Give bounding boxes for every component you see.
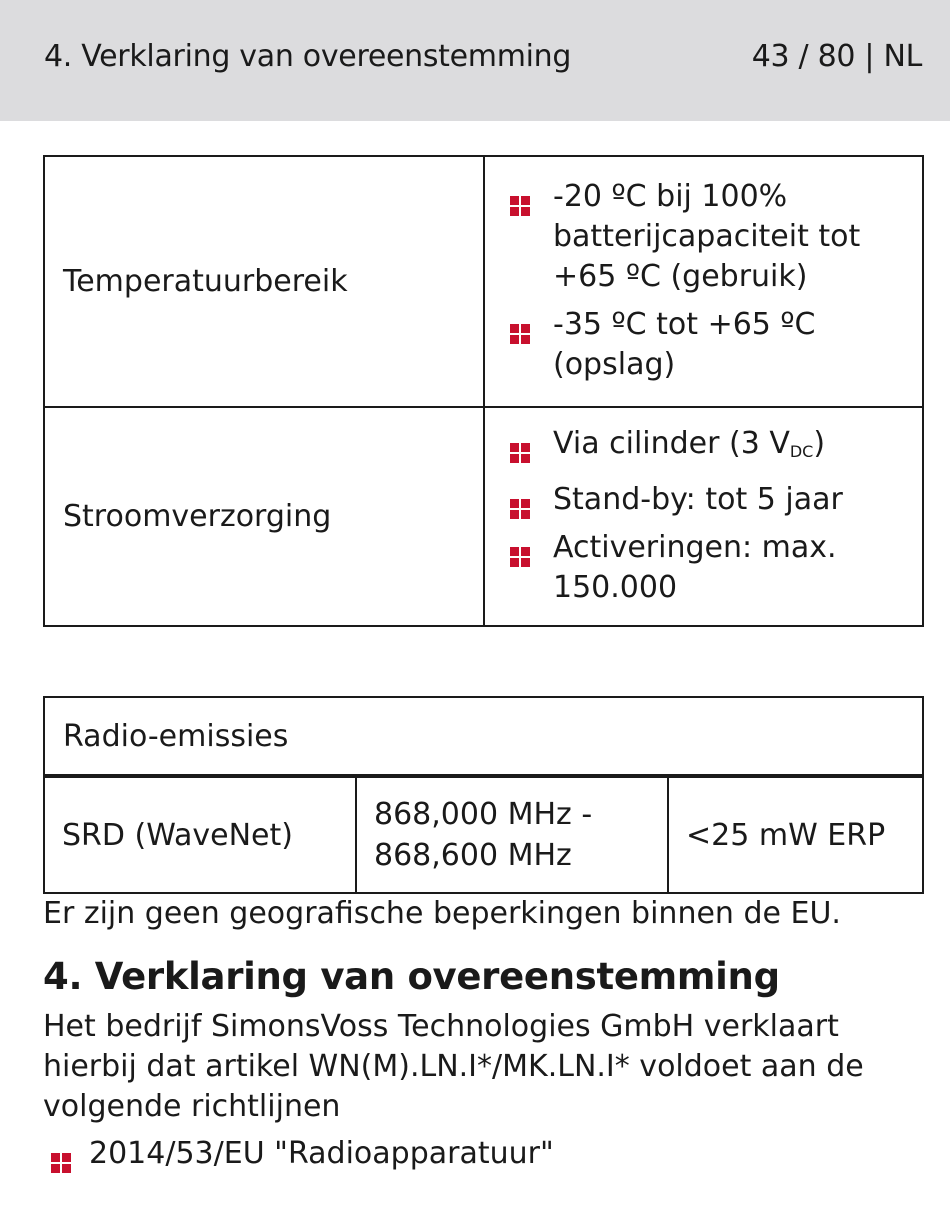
- temperature-row: [44, 156, 923, 407]
- temperature-operating: -20 ºC bij 100% batterijcapaciteit tot +65 ºC (gebruik): [553, 178, 861, 294]
- list-item: [507, 480, 912, 520]
- power-source-close: ): [813, 425, 826, 461]
- directive-text: 2014/53/EU "Radioapparatuur": [89, 1136, 554, 1171]
- table-row: [44, 776, 923, 893]
- power-source-text: Via cilinder (3 V: [553, 425, 790, 461]
- list-item: [507, 424, 912, 472]
- power-values: [484, 407, 923, 626]
- bullet-icon: [510, 434, 530, 454]
- radio-power: <25 mW ERP: [668, 776, 923, 893]
- page-number: 43 / 80 | NL: [751, 39, 922, 74]
- radio-emissions-table: [43, 696, 924, 894]
- section-heading: 4. Verklaring van overeenstemming: [43, 955, 780, 998]
- power-label: Stroomverzorging: [44, 407, 484, 626]
- temperature-values: [484, 156, 923, 407]
- temperature-label: Temperatuurbereik: [44, 156, 484, 407]
- eu-note: Er zijn geen geografische beperkingen binnen de EU.: [43, 896, 841, 931]
- radio-header-row: [44, 697, 923, 776]
- directives-list: [43, 1134, 554, 1174]
- radio-type: SRD (WaveNet): [44, 776, 356, 893]
- bullet-icon: [510, 538, 530, 558]
- power-source: [553, 426, 825, 461]
- bullet-icon: [510, 315, 530, 335]
- list-item: [507, 177, 912, 297]
- section-paragraph: Het bedrijf SimonsVoss Technologies GmbH verklaart hierbij dat artikel WN(M).LN.I*/MK.LN.I* voldoet aan de volgende richtlijnen: [43, 1009, 864, 1124]
- power-row: [44, 407, 923, 626]
- list-item: [507, 528, 912, 608]
- list-item: [507, 305, 912, 385]
- list-item: [43, 1134, 554, 1174]
- bullet-icon: [510, 187, 530, 207]
- radio-title: Radio-emissies: [44, 697, 923, 776]
- specifications-table: [43, 155, 924, 627]
- bullet-icon: [51, 1144, 71, 1164]
- radio-frequency: 868,000 MHz - 868,600 MHz: [356, 776, 668, 893]
- temperature-storage: -35 ºC tot +65 ºC (opslag): [553, 306, 816, 382]
- page-header: [0, 0, 950, 121]
- header-title: 4. Verklaring van overeenstemming: [44, 39, 572, 74]
- power-source-subscript: DC: [789, 441, 814, 461]
- power-activations: Activeringen: max. 150.000: [553, 529, 837, 605]
- bullet-icon: [510, 490, 530, 510]
- power-standby: Stand-by: tot 5 jaar: [553, 481, 843, 517]
